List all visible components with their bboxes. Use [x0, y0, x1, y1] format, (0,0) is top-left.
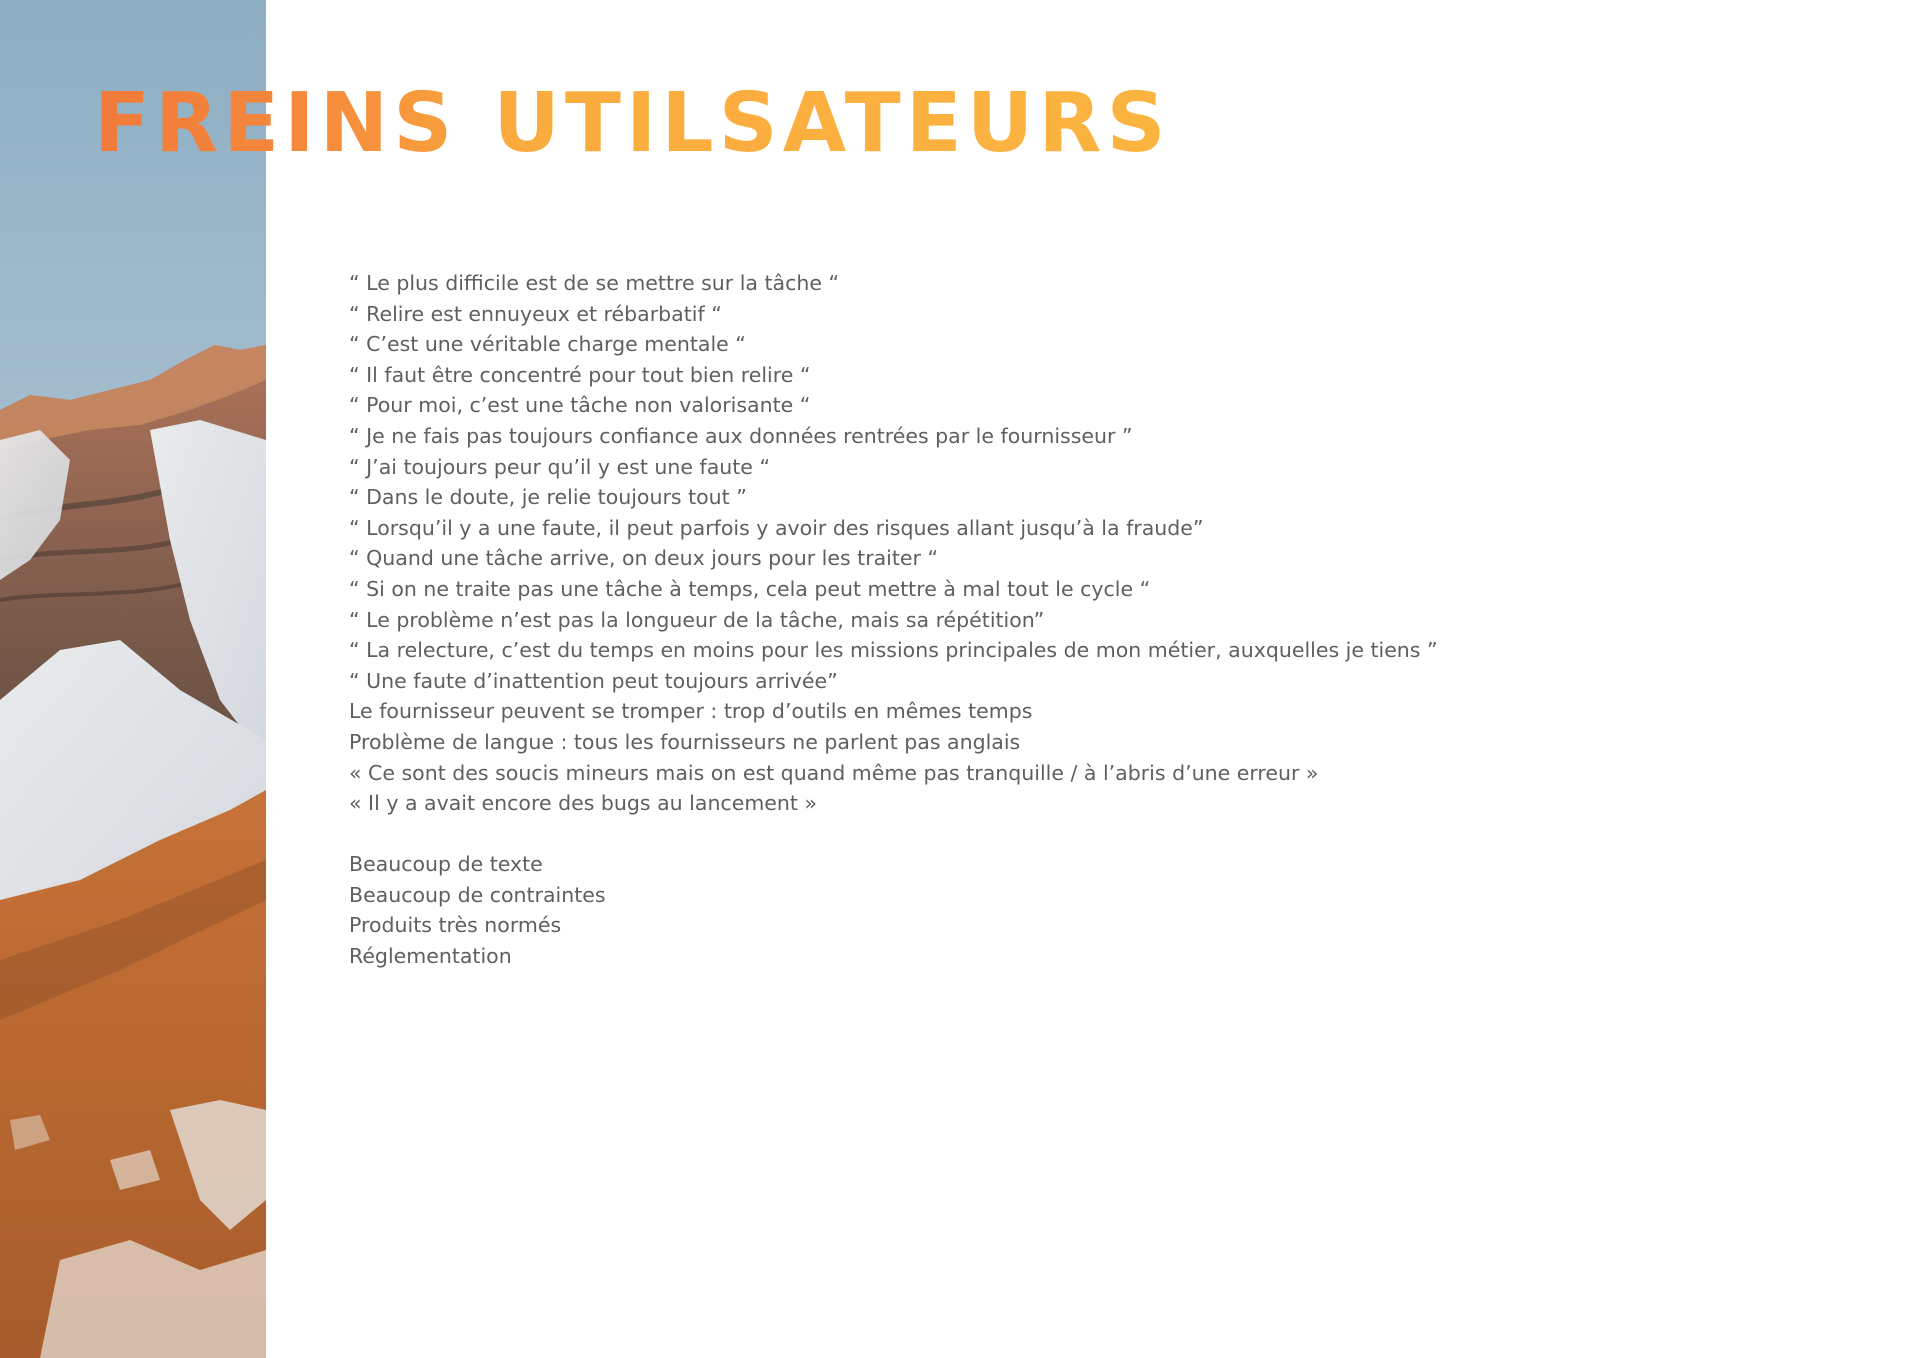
mountain-photo	[0, 0, 266, 1358]
quote-item: « Il y a avait encore des bugs au lancement »	[349, 791, 817, 816]
quote-item: « Ce sont des soucis mineurs mais on est quand même pas tranquille / à l’abris d’une erreur »	[349, 760, 1319, 785]
quote-item: Le fournisseur peuvent se tromper : trop d’outils en mêmes temps	[349, 699, 1033, 724]
quote-item: “ J’ai toujours peur qu’il y est une faute “	[349, 454, 771, 479]
keyword-item: Beaucoup de contraintes	[349, 882, 606, 907]
mountain-photo-icon	[0, 0, 266, 1358]
quote-item: Problème de langue : tous les fournisseurs ne parlent pas anglais	[349, 729, 1021, 754]
keyword-list	[349, 849, 1799, 971]
quote-item: “ Si on ne traite pas une tâche à temps, cela peut mettre à mal tout le cycle “	[349, 576, 1151, 601]
keyword-item: Beaucoup de texte	[349, 852, 543, 877]
quote-item: “ C’est une véritable charge mentale “	[349, 332, 746, 357]
page-title-word-2: UTILSATEURS	[493, 76, 1171, 171]
quote-item: “ Relire est ennuyeux et rébarbatif “	[349, 301, 722, 326]
quote-list	[349, 268, 1799, 819]
quote-item: “ La relecture, c’est du temps en moins pour les missions principales de mon métier, auxquelles je tiens ”	[349, 638, 1438, 663]
page-title	[94, 78, 1171, 170]
quote-item: “ Dans le doute, je relie toujours tout ”	[349, 485, 747, 510]
quote-item: “ Une faute d’inattention peut toujours arrivée”	[349, 668, 838, 693]
quote-item: “ Je ne fais pas toujours confiance aux données rentrées par le fournisseur ”	[349, 423, 1133, 448]
quote-item: “ Le plus difficile est de se mettre sur la tâche “	[349, 271, 840, 295]
quote-item: “ Le problème n’est pas la longueur de la tâche, mais sa répétition”	[349, 607, 1045, 632]
quote-item: “ Quand une tâche arrive, on deux jours pour les traiter “	[349, 546, 939, 571]
content-block	[349, 268, 1799, 972]
quote-item: “ Pour moi, c’est une tâche non valorisante “	[349, 393, 811, 418]
quote-item: “ Il faut être concentré pour tout bien relire “	[349, 362, 811, 387]
section-spacer	[349, 819, 1799, 850]
keyword-item: Produits très normés	[349, 913, 562, 938]
quote-item: “ Lorsqu’il y a une faute, il peut parfois y avoir des risques allant jusqu’à la fraude”	[349, 515, 1204, 540]
page-title-word-1: FREINS	[94, 76, 458, 171]
keyword-item: Réglementation	[349, 944, 512, 969]
